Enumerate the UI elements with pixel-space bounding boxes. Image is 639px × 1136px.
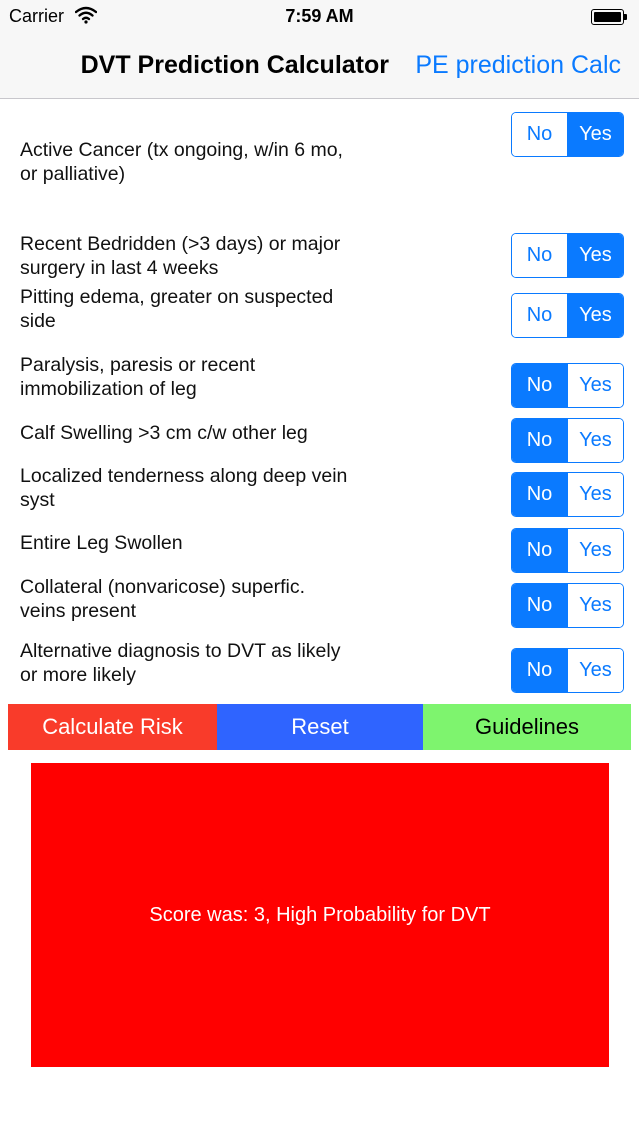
yes-option[interactable]: Yes xyxy=(567,473,623,516)
guidelines-button[interactable]: Guidelines xyxy=(423,704,631,750)
yes-option[interactable]: Yes xyxy=(567,584,623,627)
toggle-recent-bedridden[interactable] xyxy=(511,233,624,278)
no-option[interactable]: No xyxy=(512,294,567,337)
toggle-entire-leg-swollen[interactable] xyxy=(511,528,624,573)
no-option[interactable]: No xyxy=(512,473,567,516)
question-paralysis: Paralysis, paresis or recent immobilization of leg xyxy=(20,354,256,400)
toggle-pitting-edema[interactable] xyxy=(511,293,624,338)
no-option[interactable]: No xyxy=(512,419,567,462)
no-option[interactable]: No xyxy=(512,234,567,277)
result-text: Score was: 3, High Probability for DVT xyxy=(149,903,491,926)
no-option[interactable]: No xyxy=(512,364,567,407)
toggle-collateral-veins[interactable] xyxy=(511,583,624,628)
no-option[interactable]: No xyxy=(512,113,567,156)
question-recent-bedridden: Recent Bedridden (>3 days) or major surgery in last 4 weeks xyxy=(20,233,341,279)
toggle-active-cancer[interactable] xyxy=(511,112,624,157)
no-option[interactable]: No xyxy=(512,529,567,572)
clock: 7:59 AM xyxy=(285,6,354,26)
reset-button[interactable]: Reset xyxy=(217,704,423,750)
toggle-alternative-diagnosis[interactable] xyxy=(511,648,624,693)
result-panel xyxy=(31,763,609,1067)
yes-option[interactable]: Yes xyxy=(567,529,623,572)
battery-icon xyxy=(591,9,627,25)
yes-option[interactable]: Yes xyxy=(567,364,623,407)
question-entire-leg-swollen: Entire Leg Swollen xyxy=(20,532,183,554)
yes-option[interactable]: Yes xyxy=(567,419,623,462)
question-active-cancer: Active Cancer (tx ongoing, w/in 6 mo, or palliative) xyxy=(20,139,343,185)
question-calf-swelling: Calf Swelling >3 cm c/w other leg xyxy=(20,422,308,444)
no-option[interactable]: No xyxy=(512,649,567,692)
question-localized-tenderness: Localized tenderness along deep vein syst xyxy=(20,465,348,511)
yes-option[interactable]: Yes xyxy=(567,113,623,156)
yes-option[interactable]: Yes xyxy=(567,649,623,692)
question-collateral-veins: Collateral (nonvaricose) superfic. veins present xyxy=(20,576,306,622)
calculate-risk-button[interactable]: Calculate Risk xyxy=(8,704,217,750)
question-alternative-diagnosis: Alternative diagnosis to DVT as likely or more likely xyxy=(20,640,341,686)
no-option[interactable]: No xyxy=(512,584,567,627)
question-pitting-edema: Pitting edema, greater on suspected side xyxy=(20,286,334,332)
status-bar xyxy=(0,0,639,34)
toggle-paralysis[interactable] xyxy=(511,363,624,408)
nav-bar xyxy=(0,34,639,99)
carrier-label: Carrier xyxy=(9,6,65,26)
page-title: DVT Prediction Calculator xyxy=(80,51,389,79)
pe-prediction-calc-link[interactable]: PE prediction Calc xyxy=(415,51,621,79)
toggle-calf-swelling[interactable] xyxy=(511,418,624,463)
yes-option[interactable]: Yes xyxy=(567,294,623,337)
toggle-localized-tenderness[interactable] xyxy=(511,472,624,517)
yes-option[interactable]: Yes xyxy=(567,234,623,277)
